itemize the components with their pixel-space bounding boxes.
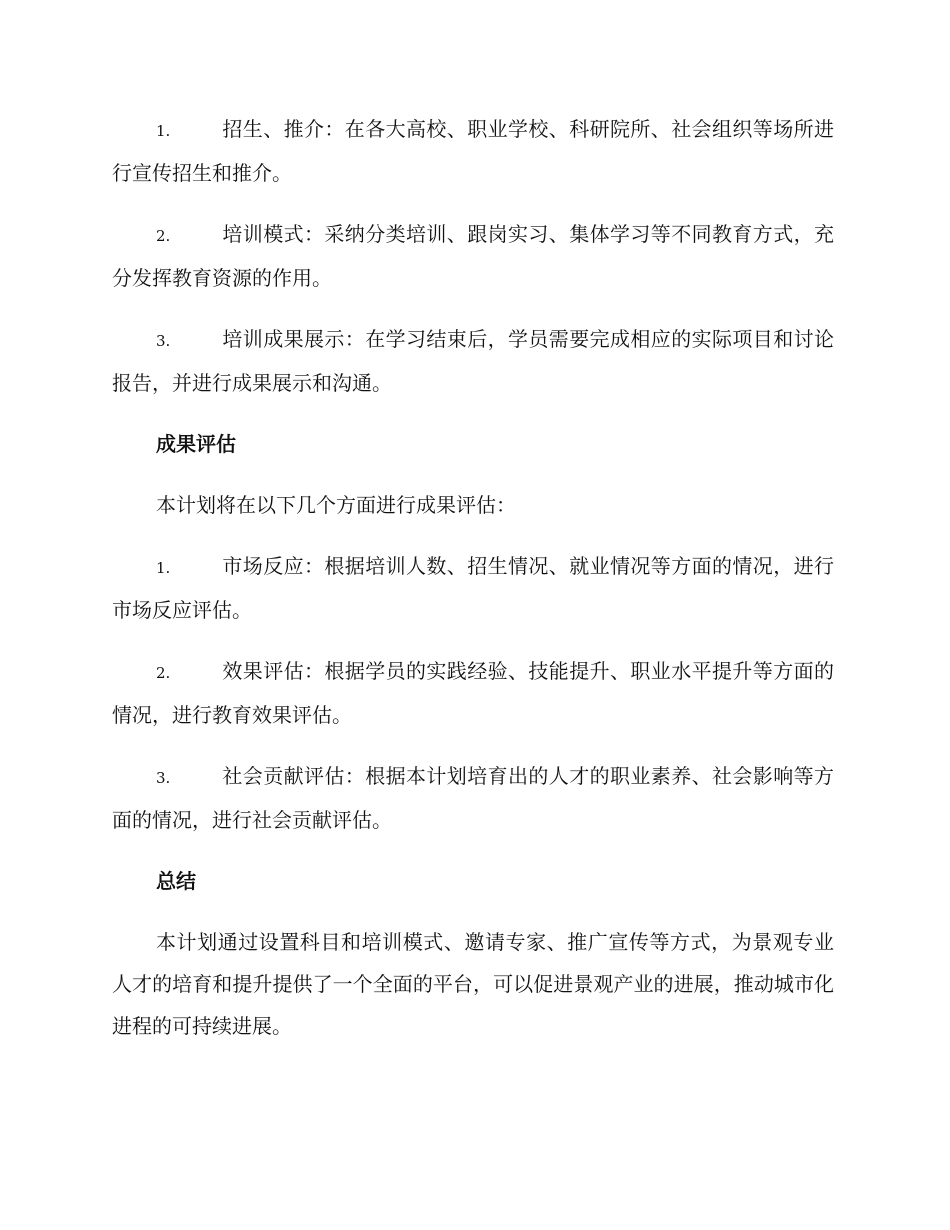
list-number: 3. [156,332,171,350]
list-item-recruitment [112,108,834,194]
list-number: 2. [156,664,171,682]
list-item-text: 招生、推介：在各大高校、职业学校、科研院所、社会组织等场所进行宣传招生和推介。 [112,117,834,185]
list-number: 2. [156,227,171,245]
list-number: 1. [156,122,171,140]
list-number: 1. [156,559,171,577]
list-item-text: 培训模式：采纳分类培训、跟岗实习、集体学习等不同教育方式，充分发挥教育资源的作用。 [112,222,834,290]
list-item-text: 市场反应：根据培训人数、招生情况、就业情况等方面的情况，进行市场反应评估。 [112,554,834,622]
list-item-text: 社会贡献评估：根据本计划培育出的人才的职业素养、社会影响等方面的情况，进行社会贡献评估。 [112,764,834,832]
evaluation-intro: 本计划将在以下几个方面进行成果评估： [156,493,516,517]
list-item-text: 效果评估：根据学员的实践经验、技能提升、职业水平提升等方面的情况，进行教育效果评估。 [112,659,834,727]
list-item-training-results [112,318,834,404]
section-heading-summary: 总结 [156,869,196,893]
list-item-effect-evaluation [112,650,834,736]
section-heading-evaluation: 成果评估 [156,432,236,456]
list-item-social-contribution [112,755,834,841]
document-body [112,108,834,1066]
list-item-market-response [112,545,834,631]
list-item-training-mode [112,213,834,299]
summary-paragraph: 本计划通过设置科目和培训模式、邀请专家、推广宣传等方式，为景观专业人才的培育和提升提供了一个全面的平台，可以促进景观产业的进展，推动城市化进程的可持续进展。 [112,930,834,1038]
list-number: 3. [156,769,171,787]
list-item-text: 培训成果展示：在学习结束后，学员需要完成相应的实际项目和讨论报告，并进行成果展示和沟通。 [112,327,834,395]
